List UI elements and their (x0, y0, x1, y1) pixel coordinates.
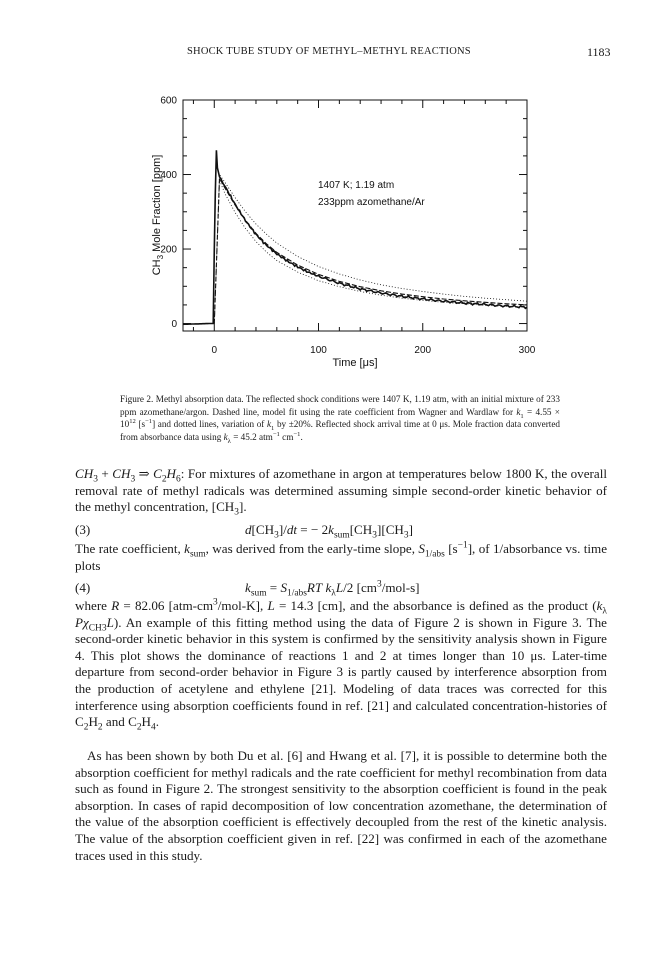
figure-caption: Figure 2. Methyl absorption data. The reflected shock conditions were 1407 K, 1.19 atm, with an initial mixture of 233 ppm azomethane/argon. Dashed line, model fit using the rate coefficient from Wagner and Wardlaw for $k_1 = 4.55 \times 10^{12}$ $[s^{-1}]$ and dotted lines, variation of $k_1$ by ±20%. Reflected shock arrival time at 0 μs. Mole fraction data converted from absorbance data using $k_\lambda = 45.2$ atm$^{-1}$ $cm^{-1}$. (120, 394, 561, 445)
x-axis-label: Time [μs] (332, 357, 378, 369)
y-tick-label: 400 (160, 170, 177, 182)
methyl-absorption-chart (0, 0, 672, 392)
x-tick-label: 0 (211, 345, 218, 356)
axis-tick-labels (160, 96, 535, 357)
equation-4-number: (4) (75, 580, 91, 595)
y-tick-label: 600 (160, 95, 177, 107)
equation-3-body: $d[CH_3]/dt$ = − $2k_{sum}[CH_3][CH_3]$ (245, 522, 413, 541)
x-tick-label: 300 (518, 345, 536, 356)
paragraph-4: As has been shown by both Du et al. [6] and Hwang et al. [7], it is possible to determine both the absorption coefficient for methyl radicals and the rate coefficient for methyl recombination from data such as found in Figure 2. The strongest sensitivity to the absorption coefficient is found in the peak absorption. In cases of rapid decomposition of low concentration azomethane, the determination of the value of the absorption coefficient is effectively decoupled from the rest of the kinetic analysis. The value of the absorption coefficient given in ref. [22] was confirmed in each of the azomethane traces used in this study. (75, 748, 607, 863)
paragraph-3: where R = 82.06 $[atm-cm^3/mol-K]$, L = 14.3 [cm], and the absorbance is defined as the product ($k_\lambda$ $P\chi_{CH3}L$). An example of this fitting method using the data of Figure 2 is shown in Figure 3. The second-order kinetic behavior in this system is confirmed by the sensitivity analysis shown in Figure 4. This plot shows the dominance of reactions 1 and 2 at times longer than 10 μs. Later-time departure from second-order behavior in Figure 3 is partly caused by interference absorption from the production of acetylene and ethylene [21]. Modeling of data traces was corrected for this interference using absorption coefficients found in ref. [21] and calculated concentration-histories of $C_2H_2$ and $C_2H_4$. (75, 597, 607, 733)
data-series (183, 150, 527, 324)
chart-annotation-2: 233ppm azomethane/Ar (318, 197, 425, 208)
x-tick-label: 100 (310, 345, 327, 356)
plot-frame (183, 100, 527, 331)
paragraph-1: $CH_3 + CH_3$ ⇒ $C_2H_6$: For mixtures of azomethane in argon at temperatures below 1800 K, the overall removal rate of methyl radicals was determined assuming simple second-order kinetic behavior of the methyl concentration, $[CH_3]$. (75, 466, 607, 518)
chart-annotation-1: 1407 K; 1.19 atm (318, 180, 395, 191)
x-tick-label: 200 (414, 345, 432, 356)
page-number: 1183 (587, 45, 611, 59)
equation-4-body: $k_{sum} = S_{1/abs}RT$ $k_\lambda L/2$ $[cm^3/mol-s]$ (245, 579, 420, 599)
series-line-solid-noisy-0 (183, 150, 527, 324)
y-tick-label: 200 (160, 244, 177, 256)
equation-3-number: (3) (75, 522, 91, 537)
paragraph-2: The rate coefficient, $k_{sum}$, was derived from the early-time slope, $S_{1/abs}$ $[s^{-1}]$, of 1/absorbance vs. time plots (75, 540, 608, 573)
running-head: SHOCK TUBE STUDY OF METHYL–METHYL REACTIONS (187, 46, 471, 57)
axis-ticks (183, 100, 527, 331)
y-tick-label: 0 (171, 319, 177, 331)
y-axis-label: $CH_3$ Mole Fraction [ppm] (151, 154, 165, 276)
